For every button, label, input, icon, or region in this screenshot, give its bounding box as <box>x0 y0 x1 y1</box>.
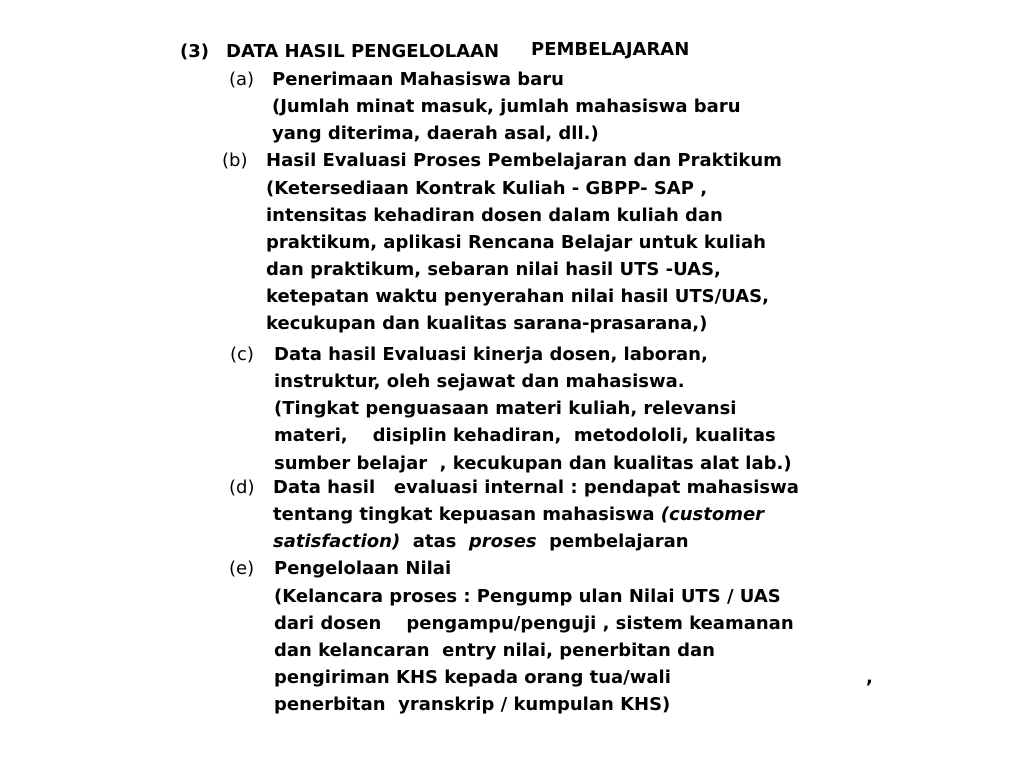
item-e-title: Pengelolaan Nilai <box>274 558 452 579</box>
item-c-title: Data hasil Evaluasi kinerja dosen, laboran, <box>274 344 708 365</box>
item-e-text: (Kelancara proses : Pengump ulan Nilai UTS / UAS <box>274 586 781 607</box>
item-a-text: yang diterima, daerah asal, dll.) <box>272 123 599 144</box>
item-e-text: pengiriman KHS kepada orang tua/wali <box>274 667 671 688</box>
item-b-marker: (b) <box>222 150 248 171</box>
section-number: (3) <box>180 41 209 62</box>
item-e-text: penerbitan yranskrip / kumpulan KHS) <box>274 694 671 715</box>
item-c-text: instruktur, oleh sejawat dan mahasiswa. <box>274 371 685 392</box>
item-b-text: intensitas kehadiran dosen dalam kuliah dan <box>266 205 723 226</box>
item-d-text-italic: satisfaction) <box>273 531 401 552</box>
item-d-text <box>273 503 764 527</box>
item-d-text-italic: (customer <box>660 504 765 525</box>
item-b-title: Hasil Evaluasi Proses Pembelajaran dan Praktikum <box>266 150 782 171</box>
item-d-text <box>273 530 689 554</box>
item-e-marker: (e) <box>229 558 255 579</box>
item-d-marker: (d) <box>229 477 255 498</box>
item-c-text: sumber belajar , kecukupan dan kualitas alat lab.) <box>274 453 792 474</box>
item-c-text: materi, disiplin kehadiran, metodololi, kualitas <box>274 425 776 446</box>
item-c-text: (Tingkat penguasaan materi kuliah, relevansi <box>274 398 737 419</box>
item-b-text: dan praktikum, sebaran nilai hasil UTS -UAS, <box>266 259 721 280</box>
item-b-text: (Ketersediaan Kontrak Kuliah - GBPP- SAP , <box>266 178 708 199</box>
item-d-title: Data hasil evaluasi internal : pendapat mahasiswa <box>273 477 799 498</box>
item-d-text-part: tentang tingkat kepuasan mahasiswa <box>273 504 661 525</box>
item-b-text: ketepatan waktu penyerahan nilai hasil UTS/UAS, <box>266 286 769 307</box>
item-a-text: (Jumlah minat masuk, jumlah mahasiswa baru <box>272 96 741 117</box>
item-a-marker: (a) <box>229 69 255 90</box>
section-title: DATA HASIL PENGELOLAAN <box>226 41 500 62</box>
item-e-text: dan kelancaran entry nilai, penerbitan dan <box>274 640 715 661</box>
item-e-text: dari dosen pengampu/penguji , sistem keamanan <box>274 613 794 634</box>
item-d-text-part: pembelajaran <box>536 531 689 552</box>
item-d-text-italic: proses <box>468 531 537 552</box>
item-e-trailing-comma: , <box>866 667 873 688</box>
section-title-continued: PEMBELAJARAN <box>531 39 690 60</box>
item-d-text-part: atas <box>400 531 469 552</box>
item-a-title: Penerimaan Mahasiswa baru <box>272 69 564 90</box>
item-b-text: kecukupan dan kualitas sarana-prasarana,) <box>266 313 708 334</box>
item-b-text: praktikum, aplikasi Rencana Belajar untuk kuliah <box>266 232 766 253</box>
item-c-marker: (c) <box>230 344 254 365</box>
